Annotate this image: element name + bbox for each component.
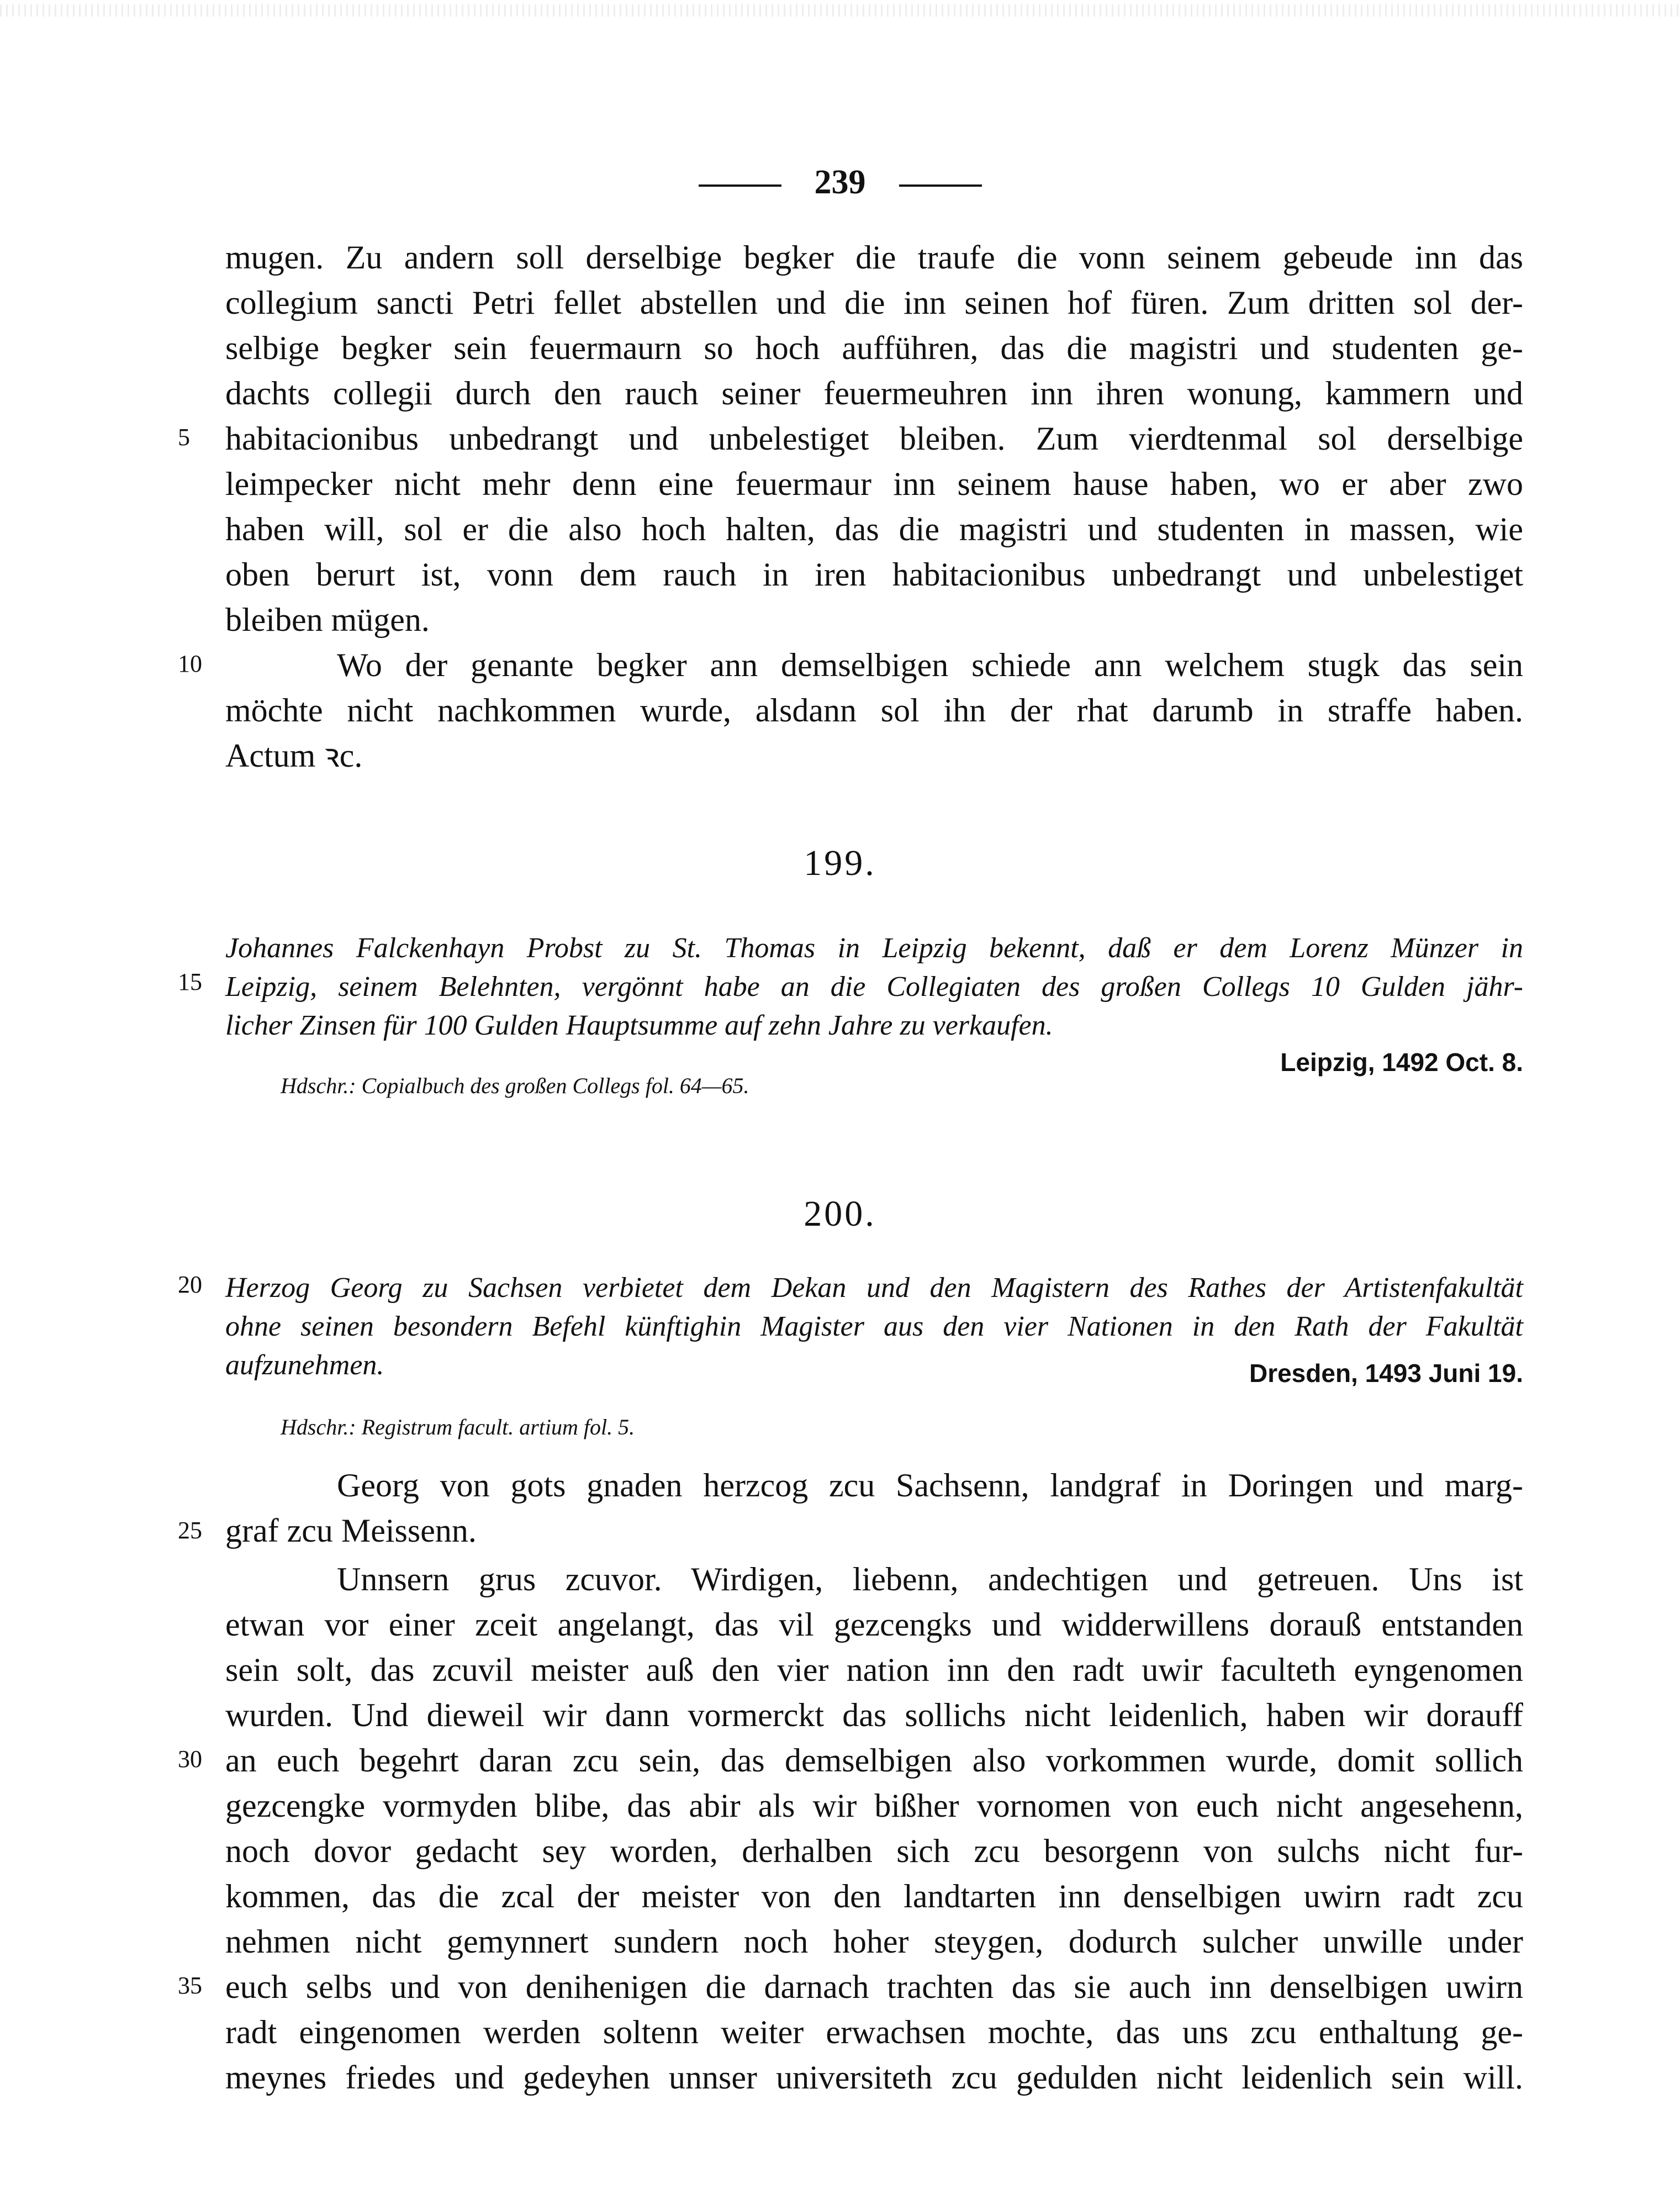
summary-line: licher Zinsen für 100 Gulden Hauptsumme auf zehn Jahre zu verkaufen. [225,1010,1053,1041]
text-line: collegium sancti Petri fellet abstellen und die inn seinen hof füren. Zum dritten sol der- [225,284,1523,321]
text-line: graf zcu Meissenn. [225,1512,477,1549]
header-rule-right [899,184,982,187]
text-line: wurden. Und dieweil wir dann vormerckt das sollichs nicht leidenlich, haben wir dorauff [225,1697,1523,1733]
document-date: Dresden, 1493 Juni 19. [1249,1359,1523,1388]
document-number: 199. [804,843,876,883]
text-line: Unnsern grus zcuvor. Wirdigen, liebenn, andechtigen und getreuen. Uns ist [337,1561,1523,1597]
text-line: radt eingenomen werden soltenn weiter erwachsen mochte, das uns zcu enthaltung ge- [225,2014,1523,2050]
text-line: euch selbs und von denihenigen die darnach trachten das sie auch inn denselbigen uwirn [225,1969,1523,2005]
summary-line: aufzunehmen. [225,1349,384,1381]
text-line: etwan vor einer zceit angelangt, das vil gezcengks und widderwillens dorauß entstanden [225,1606,1523,1643]
text-line: bleiben mügen. [225,602,430,638]
text-line: meynes friedes und gedeyhen unnser universiteth zcu gedulden nicht leidenlich sein will. [225,2059,1523,2096]
line-number: 15 [178,968,202,995]
text-line: kommen, das die zcal der meister von den landtarten inn denselbigen uwirn radt zcu [225,1878,1523,1914]
line-number: 20 [178,1271,202,1298]
summary-line: ohne seinen besondern Befehl künftighin Magister aus den vier Nationen in den Rath der Fakultät [225,1311,1523,1342]
page-number: 239 [814,163,866,201]
text-line: an euch begehrt daran zcu sein, das demselbigen also vorkommen wurde, domit sollich [225,1742,1523,1779]
source-reference: Hdschr.: Registrum facult. artium fol. 5. [281,1415,635,1439]
page-header [0,163,1680,202]
summary-line: Johannes Falckenhayn Probst zu St. Thomas in Leipzig bekennt, daß er dem Lorenz Münzer in [225,932,1523,964]
text-line: noch dovor gedacht sey worden, derhalben sich zcu besorgenn von sulchs nicht fur- [225,1833,1523,1869]
source-reference: Hdschr.: Copialbuch des großen Collegs fol. 64—65. [281,1073,749,1098]
text-line: gezcengke vormyden blibe, das abir als wir bißher vornomen von euch nicht angesehenn, [225,1787,1523,1824]
line-number: 25 [178,1517,202,1544]
text-line: möchte nicht nachkommen wurde, alsdann sol ihn der rhat darumb in straffe haben. [225,692,1523,729]
text-line: Actum ꝛc. [225,737,363,774]
text-line: sein solt, das zcuvil meister auß den vier nation inn den radt uwir faculteth eyngenomen [225,1652,1523,1688]
summary-line: Leipzig, seinem Belehnten, vergönnt habe an die Collegiaten des großen Collegs 10 Gulden jähr- [225,971,1523,1003]
header-rule-left [699,184,781,187]
line-number: 5 [178,424,190,451]
text-line: nehmen nicht gemynnert sundern noch hoher steygen, dodurch sulcher unwille under [225,1923,1523,1960]
text-line: oben berurt ist, vonn dem rauch in iren habitacionibus unbedrangt und unbelestiget [225,556,1523,593]
text-line: dachts collegii durch den rauch seiner feuermeuhren inn ihren wonung, kammern und [225,375,1523,412]
text-line: haben will, sol er die also hoch halten, das die magistri und studenten in massen, wie [225,511,1523,547]
text-line: Georg von gots gnaden herzcog zcu Sachsenn, landgraf in Doringen und marg- [337,1467,1523,1504]
line-number: 35 [178,1972,202,1999]
text-line: mugen. Zu andern soll derselbige begker die traufe die vonn seinem gebeude inn das [225,239,1523,276]
text-line: selbige begker sein feuermaurn so hoch aufführen, das die magistri und studenten ge- [225,330,1523,366]
summary-line: Herzog Georg zu Sachsen verbietet dem Dekan und den Magistern des Rathes der Artistenfakultät [225,1272,1523,1304]
line-number: 10 [178,650,202,677]
line-number: 30 [178,1745,202,1773]
document-number: 200. [804,1194,876,1234]
text-line: Wo der genante begker ann demselbigen schiede ann welchem stugk das sein [337,647,1523,683]
text-line: habitacionibus unbedrangt und unbelestiget bleiben. Zum vierdtenmal sol derselbige [225,420,1523,457]
text-line: leimpecker nicht mehr denn eine feuermaur inn seinem hause haben, wo er aber zwo [225,466,1523,502]
document-date: Leipzig, 1492 Oct. 8. [1280,1048,1523,1077]
scan-edge-noise [0,4,1680,17]
